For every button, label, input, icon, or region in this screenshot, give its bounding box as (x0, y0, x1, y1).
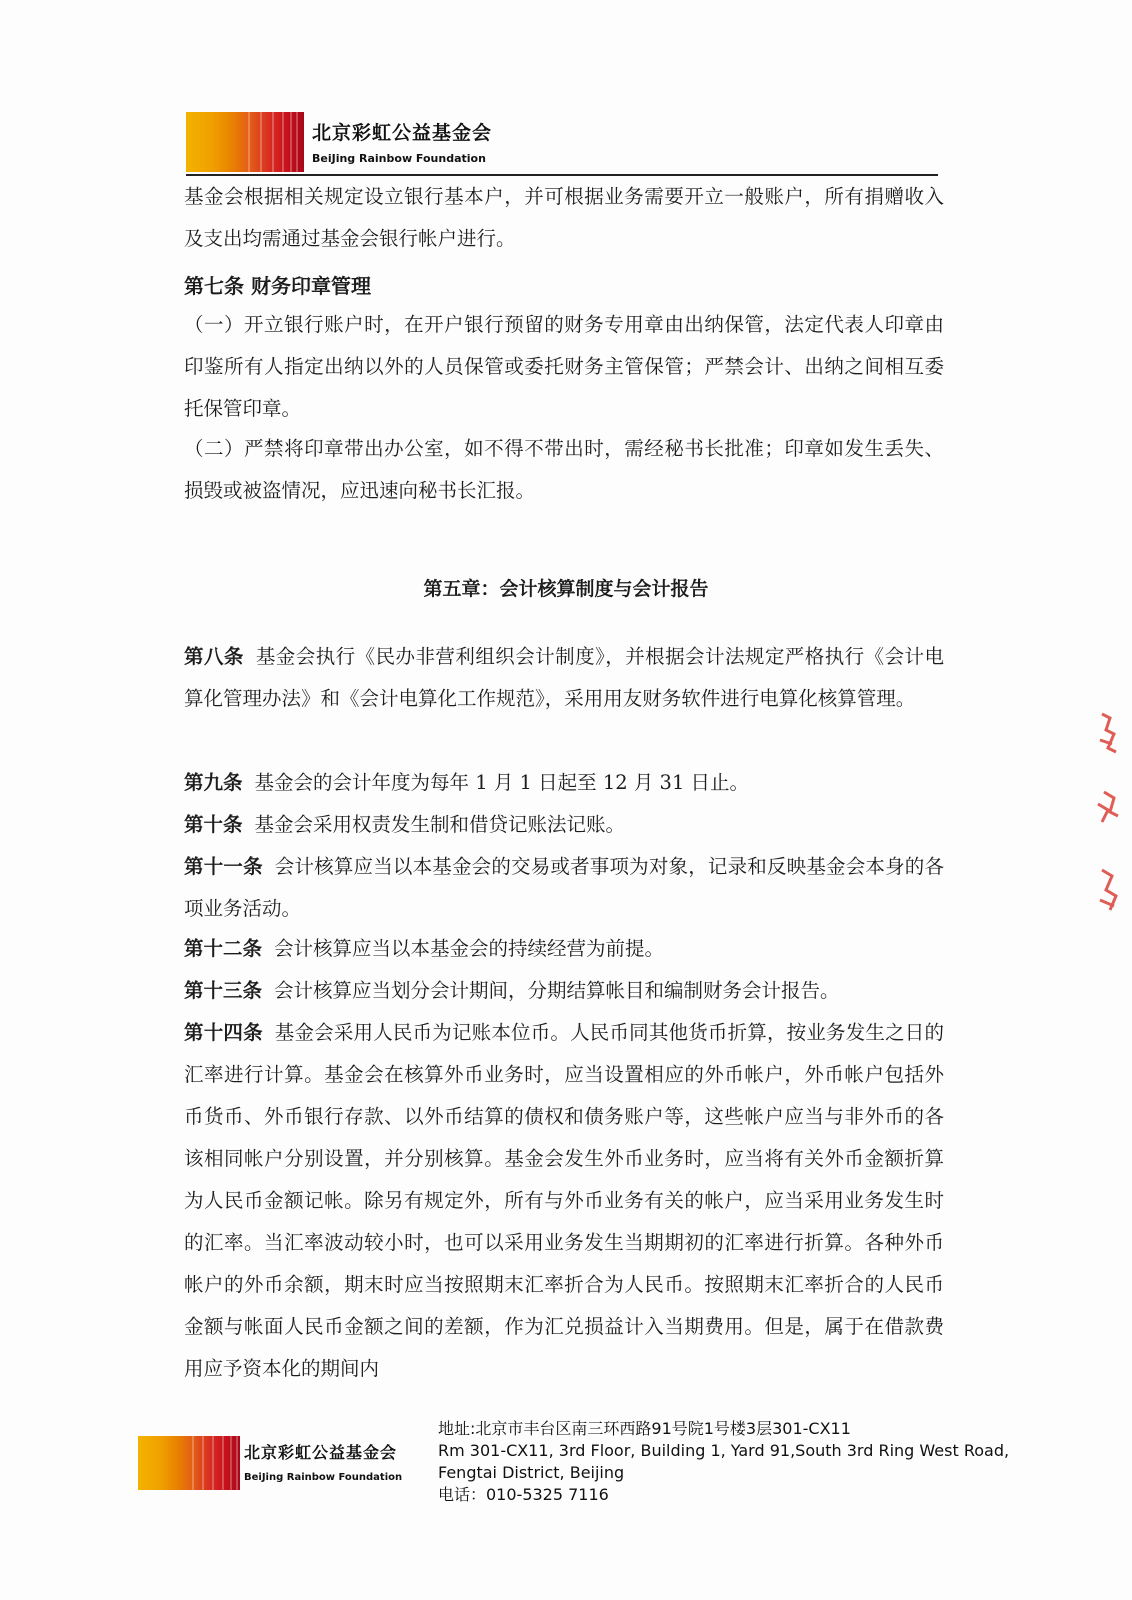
footer-address-cn: 地址:北京市丰台区南三环西路91号院1号楼3层301-CX11 (438, 1419, 851, 1438)
article-10-label: 第十条 (184, 813, 243, 836)
article-10-text: 基金会采用权责发生制和借贷记账法记账。 (254, 813, 626, 836)
footer-logo (138, 1436, 420, 1490)
footer-phone: 电话：010-5325 7116 (438, 1485, 609, 1504)
article-14-label: 第十四条 (184, 1021, 263, 1044)
article-9-text: 基金会的会计年度为每年 1 月 1 日起至 12 月 31 日止。 (254, 771, 750, 794)
seal-stamp-fragment (1088, 700, 1128, 960)
article-7-heading: 第七条 财务印章管理 (184, 274, 371, 298)
header-org-name-cn: 北京彩虹公益基金会 (312, 122, 493, 144)
article-7-clause-2: （二）严禁将印章带出办公室，如不得不带出时，需经秘书长批准；印章如发生丢失、损毁或被盗情况，应迅速向秘书长汇报。 (184, 437, 944, 502)
article-12-label: 第十二条 (184, 937, 263, 960)
article-13-text: 会计核算应当划分会计期间，分期结算帐目和编制财务会计报告。 (274, 979, 840, 1002)
header-logo (186, 112, 502, 172)
article-9-label: 第九条 (184, 771, 243, 794)
article-8 (184, 636, 944, 720)
intro-paragraph: 基金会根据相关规定设立银行基本户，并可根据业务需要开立一般账户，所有捐赠收入及支出均需通过基金会银行帐户进行。 (184, 185, 944, 250)
article-8-text: 基金会执行《民办非营利组织会计制度》，并根据会计法规定严格执行《会计电算化管理办法》和《会计电算化工作规范》，采用用友财务软件进行电算化核算管理。 (184, 645, 944, 710)
article-13 (184, 970, 944, 1012)
article-11-label: 第十一条 (184, 855, 263, 878)
footer-logo-color-bar (138, 1436, 240, 1490)
article-14-text: 基金会采用人民币为记账本位币。人民币同其他货币折算，按业务发生之日的汇率进行计算。基金会在核算外币业务时，应当设置相应的外币帐户，外币帐户包括外币货币、外币银行存款、以外币结算的债权和债务账户等，这些帐户应当与非外币的各该相同帐户分别设置，并分别核算。基金会发生外币业务时，应当将有关外币金额折算为人民币金额记帐。除另有规定外，所有与外币业务有关的帐户，应当采用业务发生时的汇率。当汇率波动较小时，也可以采用业务发生当期期初的汇率进行折算。各种外币帐户的外币余额，期末时应当按照期末汇率折合为人民币。按照期末汇率折合的人民币金额与帐面人民币金额之间的差额，作为汇兑损益计入当期费用。但是，属于在借款费用应予资本化的期间内 (184, 1021, 944, 1380)
article-11-text: 会计核算应当以本基金会的交易或者事项为对象，记录和反映基金会本身的各项业务活动。 (184, 855, 944, 920)
article-8-label: 第八条 (184, 645, 244, 668)
article-12-text: 会计核算应当以本基金会的持续经营为前提。 (274, 937, 665, 960)
article-9 (184, 762, 944, 804)
footer-contact (438, 1418, 1009, 1506)
header-org-name-en: BeiJing Rainbow Foundation (312, 152, 486, 165)
chapter-5-title: 第五章：会计核算制度与会计报告 (423, 578, 709, 600)
logo-color-bar (186, 112, 304, 172)
article-7-clause-1: （一）开立银行账户时，在开户银行预留的财务专用章由出纳保管，法定代表人印章由印鉴所有人指定出纳以外的人员保管或委托财务主管保管；严禁会计、出纳之间相互委托保管印章。 (184, 313, 944, 420)
footer-address-en-line2: Fengtai District, Beijing (438, 1463, 625, 1482)
article-13-label: 第十三条 (184, 979, 263, 1002)
article-12 (184, 928, 944, 970)
footer-org-name-cn: 北京彩虹公益基金会 (244, 1443, 398, 1462)
article-14 (184, 1012, 944, 1390)
footer-org-name-en: BeiJing Rainbow Foundation (244, 1472, 403, 1483)
article-10 (184, 804, 944, 846)
footer-address-en-line1: Rm 301-CX11, 3rd Floor, Building 1, Yard 91,South 3rd Ring West Road, (438, 1441, 1010, 1460)
article-11 (184, 846, 944, 930)
